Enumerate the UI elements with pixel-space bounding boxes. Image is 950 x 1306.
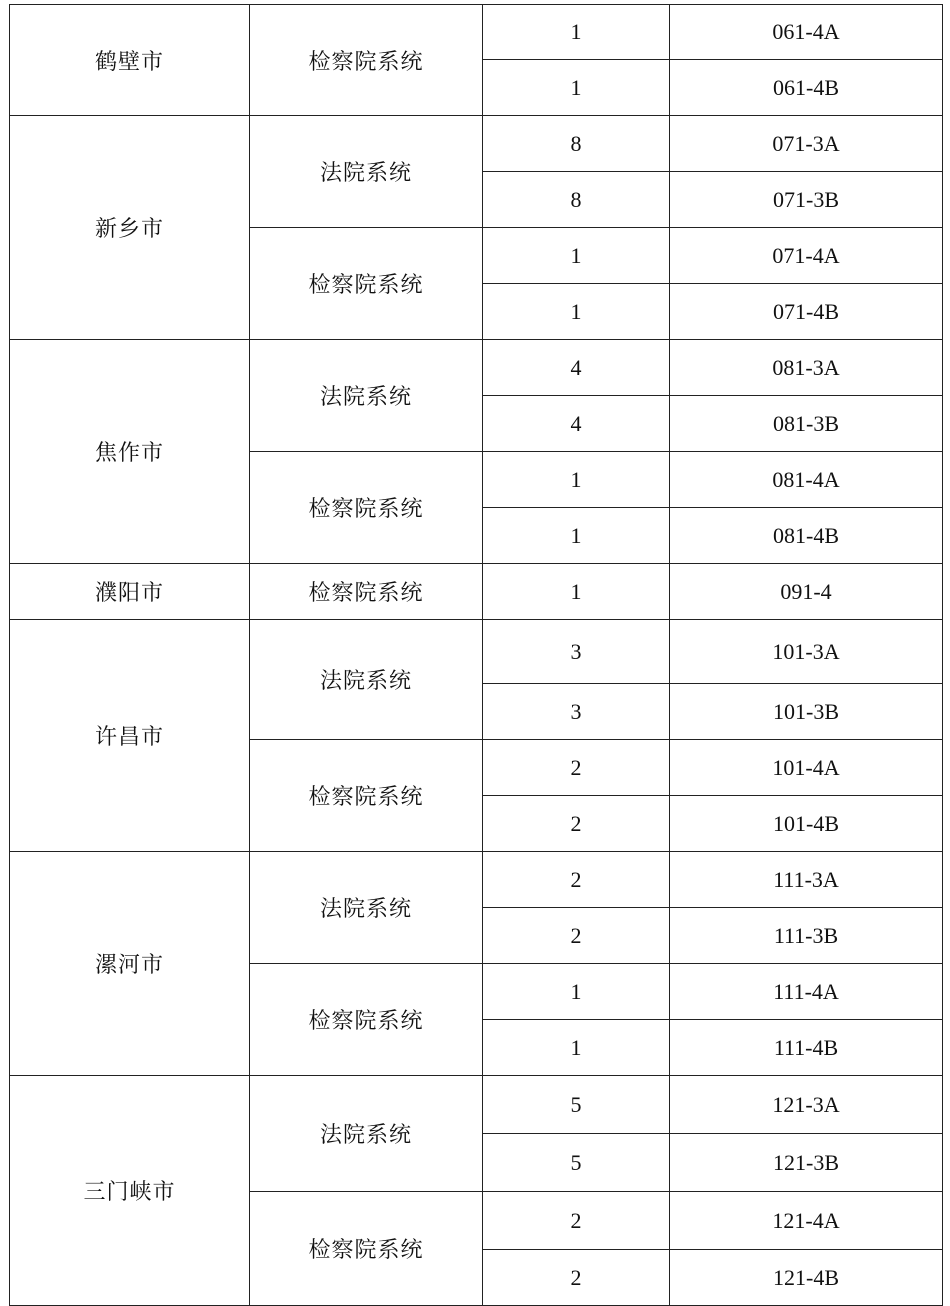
position-code-cell: 071-4B: [670, 284, 943, 340]
count-cell: 4: [483, 396, 670, 452]
position-code-cell: 081-3A: [670, 340, 943, 396]
position-code-cell: 071-3A: [670, 116, 943, 172]
count-cell: 2: [483, 852, 670, 908]
table-row: [10, 1076, 943, 1134]
position-code-cell: 101-4A: [670, 740, 943, 796]
table-body: [10, 5, 943, 1306]
count-cell: 5: [483, 1076, 670, 1134]
system-cell: 法院系统: [250, 1076, 483, 1192]
count-cell: 1: [483, 228, 670, 284]
position-code-cell: 111-3A: [670, 852, 943, 908]
table-row: [10, 852, 943, 908]
position-code-cell: 061-4B: [670, 60, 943, 116]
count-cell: 8: [483, 172, 670, 228]
position-code-cell: 121-3A: [670, 1076, 943, 1134]
position-code-cell: 121-3B: [670, 1134, 943, 1192]
position-code-cell: 101-4B: [670, 796, 943, 852]
position-code-cell: 111-3B: [670, 908, 943, 964]
system-cell: 法院系统: [250, 340, 483, 452]
system-cell: 法院系统: [250, 116, 483, 228]
position-code-cell: 111-4B: [670, 1020, 943, 1076]
table-row: [10, 620, 943, 684]
city-cell: 鹤壁市: [10, 5, 250, 116]
position-code-cell: 081-3B: [670, 396, 943, 452]
recruitment-table: [9, 4, 943, 1306]
city-cell: 漯河市: [10, 852, 250, 1076]
system-cell: 检察院系统: [250, 1192, 483, 1306]
table-row: [10, 340, 943, 396]
table-row: [10, 564, 943, 620]
position-code-cell: 101-3A: [670, 620, 943, 684]
position-code-cell: 081-4B: [670, 508, 943, 564]
count-cell: 1: [483, 60, 670, 116]
city-cell: 焦作市: [10, 340, 250, 564]
count-cell: 5: [483, 1134, 670, 1192]
count-cell: 1: [483, 284, 670, 340]
city-cell: 三门峡市: [10, 1076, 250, 1306]
count-cell: 2: [483, 1250, 670, 1306]
count-cell: 1: [483, 1020, 670, 1076]
count-cell: 3: [483, 684, 670, 740]
position-code-cell: 121-4B: [670, 1250, 943, 1306]
city-cell: 濮阳市: [10, 564, 250, 620]
system-cell: 检察院系统: [250, 452, 483, 564]
position-code-cell: 091-4: [670, 564, 943, 620]
position-code-cell: 071-4A: [670, 228, 943, 284]
system-cell: 检察院系统: [250, 964, 483, 1076]
count-cell: 8: [483, 116, 670, 172]
count-cell: 1: [483, 5, 670, 60]
table-row: [10, 5, 943, 60]
system-cell: 法院系统: [250, 620, 483, 740]
count-cell: 4: [483, 340, 670, 396]
count-cell: 2: [483, 908, 670, 964]
position-code-cell: 101-3B: [670, 684, 943, 740]
city-cell: 新乡市: [10, 116, 250, 340]
system-cell: 检察院系统: [250, 564, 483, 620]
count-cell: 1: [483, 452, 670, 508]
count-cell: 2: [483, 740, 670, 796]
position-code-cell: 111-4A: [670, 964, 943, 1020]
system-cell: 法院系统: [250, 852, 483, 964]
system-cell: 检察院系统: [250, 740, 483, 852]
position-code-cell: 071-3B: [670, 172, 943, 228]
position-code-cell: 081-4A: [670, 452, 943, 508]
position-code-cell: 061-4A: [670, 5, 943, 60]
city-cell: 许昌市: [10, 620, 250, 852]
table-row: [10, 116, 943, 172]
count-cell: 3: [483, 620, 670, 684]
count-cell: 1: [483, 564, 670, 620]
position-code-cell: 121-4A: [670, 1192, 943, 1250]
count-cell: 2: [483, 1192, 670, 1250]
count-cell: 2: [483, 796, 670, 852]
system-cell: 检察院系统: [250, 5, 483, 116]
count-cell: 1: [483, 964, 670, 1020]
count-cell: 1: [483, 508, 670, 564]
system-cell: 检察院系统: [250, 228, 483, 340]
